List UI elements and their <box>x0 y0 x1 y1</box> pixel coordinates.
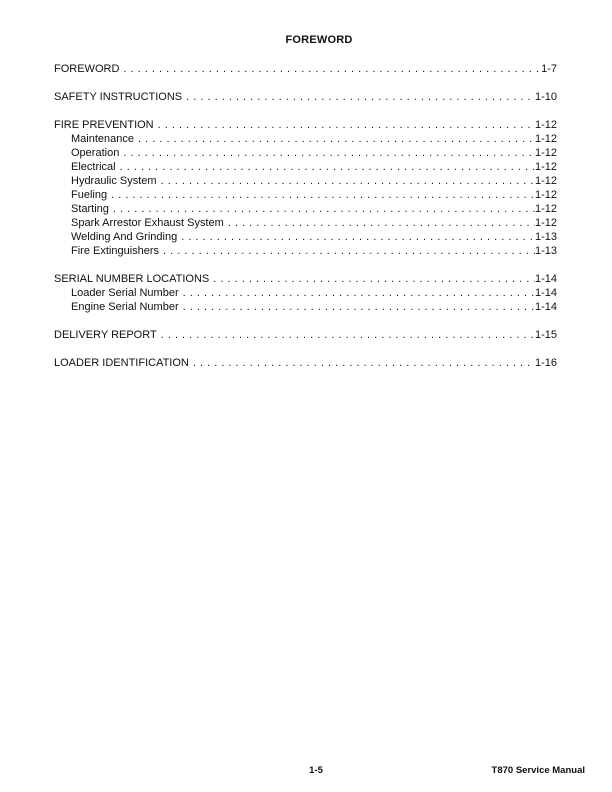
toc-leader-dots <box>109 202 535 216</box>
toc-entry-label: FOREWORD <box>54 63 120 75</box>
toc-entry-label: DELIVERY REPORT <box>54 329 157 341</box>
toc-entry <box>54 132 557 146</box>
toc-entry <box>54 272 557 286</box>
toc-entry <box>54 174 557 188</box>
toc-entry-page: 1-14 <box>534 287 557 299</box>
toc-leader-dots <box>157 174 535 188</box>
footer-manual-name: T870 Service Manual <box>491 765 585 776</box>
toc-entry-label: SERIAL NUMBER LOCATIONS <box>54 273 210 285</box>
toc-entry-page: 1-12 <box>534 147 557 159</box>
toc-leader-dots <box>159 244 535 258</box>
toc-leader-dots <box>154 118 535 132</box>
toc-entry-label: FIRE PREVENTION <box>54 119 154 131</box>
toc-entry-label: Starting <box>71 203 109 215</box>
toc-entry-page: 1-15 <box>534 329 557 341</box>
toc-leader-dots <box>224 216 535 230</box>
toc-entry-label: Fire Extinguishers <box>71 245 160 257</box>
toc-leader-dots <box>157 328 535 342</box>
toc-section <box>54 356 557 370</box>
toc-entry <box>54 356 557 370</box>
toc-entry <box>54 62 557 76</box>
toc-entry-page: 1-12 <box>534 133 557 145</box>
footer-page-number: 1-5 <box>309 765 323 776</box>
toc-leader-dots <box>134 132 535 146</box>
toc <box>54 62 557 370</box>
toc-entry-page: 1-7 <box>541 63 557 75</box>
page-title: FOREWORD <box>285 34 353 46</box>
toc-entry <box>54 160 557 174</box>
toc-entry <box>54 216 557 230</box>
toc-entry <box>54 202 557 216</box>
toc-entry-page: 1-14 <box>534 273 557 285</box>
toc-entry-page: 1-13 <box>534 231 557 243</box>
toc-leader-dots <box>189 356 535 370</box>
toc-entry-page: 1-13 <box>534 245 557 257</box>
toc-entry <box>54 90 557 104</box>
toc-entry-page: 1-12 <box>534 203 557 215</box>
toc-leader-dots <box>209 272 535 286</box>
toc-entry-page: 1-12 <box>534 175 557 187</box>
toc-entry-label: LOADER IDENTIFICATION <box>54 357 189 369</box>
toc-leader-dots <box>182 90 535 104</box>
toc-entry <box>54 300 557 314</box>
toc-entry-page: 1-12 <box>534 119 557 131</box>
toc-entry-label: Fueling <box>71 189 108 201</box>
toc-leader-dots <box>179 286 535 300</box>
toc-entry-label: Operation <box>71 147 120 159</box>
toc-entry <box>54 328 557 342</box>
toc-entry-label: Spark Arrestor Exhaust System <box>71 217 224 229</box>
toc-entry <box>54 244 557 258</box>
toc-entry-label: SAFETY INSTRUCTIONS <box>54 91 183 103</box>
toc-leader-dots <box>107 188 535 202</box>
toc-leader-dots <box>116 160 535 174</box>
toc-entry-page: 1-12 <box>534 161 557 173</box>
toc-entry-label: Electrical <box>71 161 116 173</box>
toc-section <box>54 90 557 104</box>
toc-entry <box>54 230 557 244</box>
toc-entry <box>54 188 557 202</box>
toc-entry-label: Engine Serial Number <box>71 301 179 313</box>
toc-section <box>54 272 557 314</box>
toc-entry <box>54 118 557 132</box>
toc-leader-dots <box>119 146 535 160</box>
toc-entry-page: 1-12 <box>534 189 557 201</box>
toc-entry <box>54 286 557 300</box>
toc-section <box>54 328 557 342</box>
toc-entry-page: 1-16 <box>534 357 557 369</box>
toc-entry-label: Hydraulic System <box>71 175 157 187</box>
toc-entry-label: Maintenance <box>71 133 134 145</box>
toc-leader-dots <box>119 62 541 76</box>
toc-entry-label: Loader Serial Number <box>71 287 179 299</box>
toc-section <box>54 62 557 76</box>
toc-entry <box>54 146 557 160</box>
toc-entry-page: 1-10 <box>534 91 557 103</box>
toc-entry-page: 1-14 <box>534 301 557 313</box>
toc-section <box>54 118 557 258</box>
toc-entry-label: Welding And Grinding <box>71 231 178 243</box>
toc-leader-dots <box>179 300 535 314</box>
toc-leader-dots <box>177 230 535 244</box>
toc-entry-page: 1-12 <box>534 217 557 229</box>
